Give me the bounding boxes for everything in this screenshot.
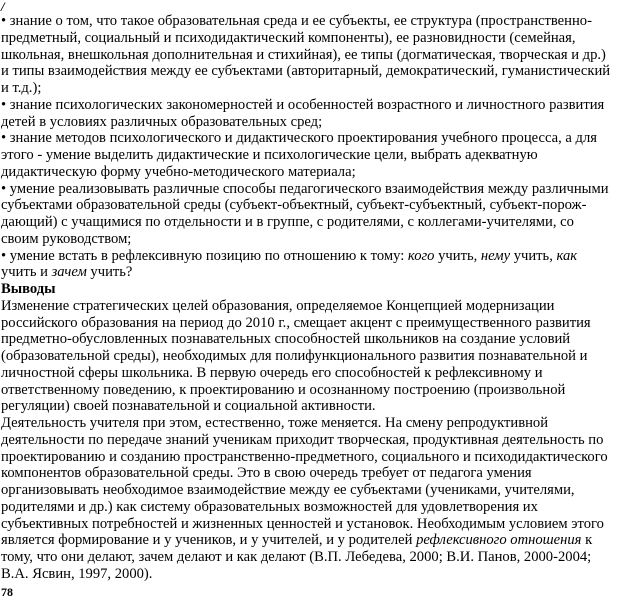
reflex-how: как <box>556 247 578 264</box>
page-top-mark: / <box>1 0 5 14</box>
reflex-to-whom: нему <box>480 247 511 264</box>
bullet-environment-knowledge: • знание о том, что такое образовательная среда и ее субъекты, ее структура (пространственно-предметный, социальный и психодидактический компоненты), ее разновидности (семейная, школьная, внешкольная дополнительная и стихийная), ее типы (догматическая, творческая и др.) и типы взаимодействия между ее субъектами (авторитарный, демократический, гуманистический и т.д.); <box>1 13 611 96</box>
bullet-design-methods: • знание методов психологического и дидактического проектирования учебного процесса, а для этого - умение выделить дидактические и психологические цели, выбрать адекватную дидактическую форму учебно-методического материала; <box>1 130 597 180</box>
reflex-text-5: учить? <box>86 264 133 281</box>
bullet-reflexive-position <box>1 248 614 282</box>
reflex-why: зачем <box>51 264 87 281</box>
bullet-interaction-skills: • умение реализовывать различные способы педагогического взаимодействия между различными субъектами образовательной среды (субъект-объектный, субъект-субъектный, субъект-порож-дающий) с учащимися по отдельности и в группе, с родителями, с коллегами-учителями, со своим руководством; <box>1 180 609 247</box>
reflex-text-4: учить и <box>1 264 52 281</box>
paragraph2-text-end: к тому, что они делают, зачем делают и как делают (В.П. Лебедева, 2000; В.И. Панов, 2000-2004; В.А. Ясвин, 1997, 2000). <box>1 532 593 582</box>
conclusion-paragraph-1: Изменение стратегических целей образования, определяемое Концепцией модернизации российского образования на период до 2010 г., смещает акцент с преимущественного развития предметно-обусловленных познавательных способностей школьников на создание условий (образовательной среды), необходимых для полифункционального развития познавательной и личностной сферы школьника. В первую очередь его способностей к рефлексивному и ответственному поведению, к проектированию и осознанному построению (произвольной регуляции) своей познавательной и социальной активности. <box>1 297 591 415</box>
bullet-psychological-knowledge: • знание психологических закономерностей и особенностей возрастного и личностного развития детей в условиях различных образовательных сред; <box>1 96 605 130</box>
paragraph2-text: Деятельность учителя при этом, естественно, тоже меняется. На смену репродуктивной деятельности по передаче знаний ученикам приходит творческая, продуктивная деятельность по проектированию и созданию пространственно-предметного, социального и психодидактического компонентов образовательной среды. Это в свою очередь требует от педагога умения организовывать необходимое взаимодействие между ее субъектами (учениками, учителями, родителями и др.) как систему образовательных возможностей для удовлетворения их субъективных потребностей и жизненных ценностей и установок. Необходимым условием этого является формирование и у учеников, и у учителей, и у родителей <box>1 415 608 549</box>
paragraph2-italic-term: рефлексивного отношения <box>416 532 582 549</box>
reflex-text-1: • умение встать в рефлексивную позицию по отношению к тому: <box>1 247 408 264</box>
section-heading-conclusions: Выводы <box>1 281 56 297</box>
reflex-who: кого <box>407 247 435 264</box>
page-number: 78 <box>1 585 13 599</box>
conclusion-paragraph-2 <box>1 415 614 583</box>
reflex-text-3: учить, <box>510 247 557 264</box>
reflex-text-2: учить, <box>434 247 481 264</box>
